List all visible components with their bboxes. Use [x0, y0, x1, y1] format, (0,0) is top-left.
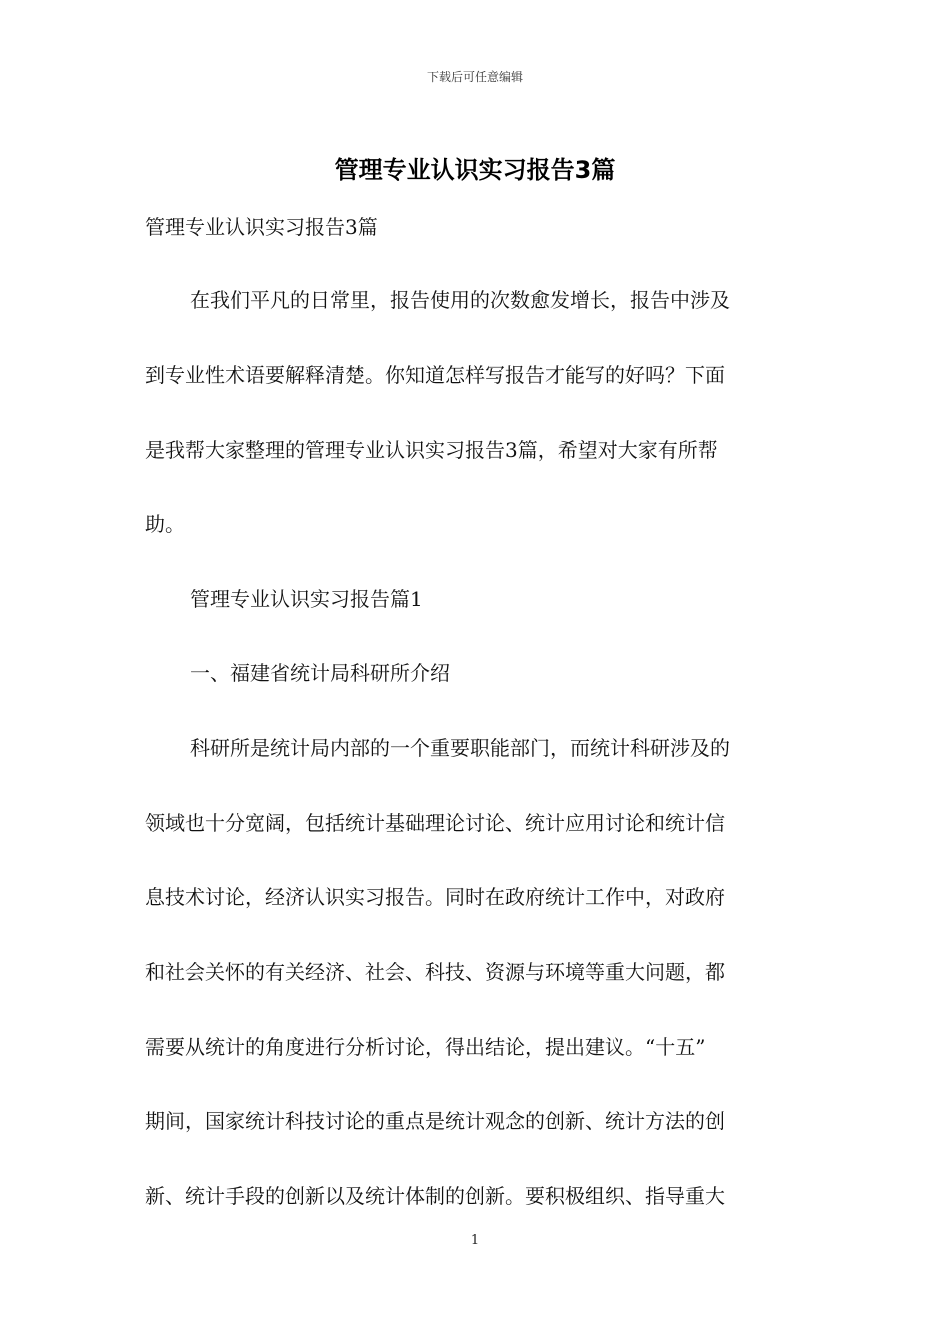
paragraph-line: 科研所是统计局内部的一个重要职能部门，而统计科研涉及的	[190, 736, 730, 760]
paragraph-line: 息技术讨论，经济认识实习报告。同时在政府统计工作中，对政府	[145, 885, 725, 909]
paragraph-line: 需要从统计的角度进行分析讨论，得出结论，提出建议。“十五”	[145, 1035, 706, 1059]
paragraph-line: 期间，国家统计科技讨论的重点是统计观念的创新、统计方法的创	[145, 1109, 725, 1133]
paragraph-line: 和社会关怀的有关经济、社会、科技、资源与环境等重大问题，都	[145, 960, 725, 984]
paragraph-line: 在我们平凡的日常里，报告使用的次数愈发增长，报告中涉及	[190, 288, 730, 312]
paragraph-line: 助。	[145, 512, 185, 536]
paragraph-line: 领域也十分宽阔，包括统计基础理论讨论、统计应用讨论和统计信	[145, 811, 725, 835]
document-title: 管理专业认识实习报告3篇	[334, 156, 616, 184]
page-number: 1	[470, 1233, 480, 1248]
page-header: 下载后可任意编辑	[426, 70, 523, 84]
subsection-heading: 一、福建省统计局科研所介绍	[190, 661, 450, 685]
document-subtitle: 管理专业认识实习报告3篇	[145, 215, 378, 239]
paragraph-line: 到专业性术语要解释清楚。你知道怎样写报告才能写的好吗？下面	[145, 363, 725, 387]
section-heading: 管理专业认识实习报告篇1	[190, 587, 423, 611]
paragraph-line: 新、统计手段的创新以及统计体制的创新。要积极组织、指导重大	[145, 1184, 725, 1208]
paragraph-line: 是我帮大家整理的管理专业认识实习报告3篇，希望对大家有所帮	[145, 438, 718, 462]
